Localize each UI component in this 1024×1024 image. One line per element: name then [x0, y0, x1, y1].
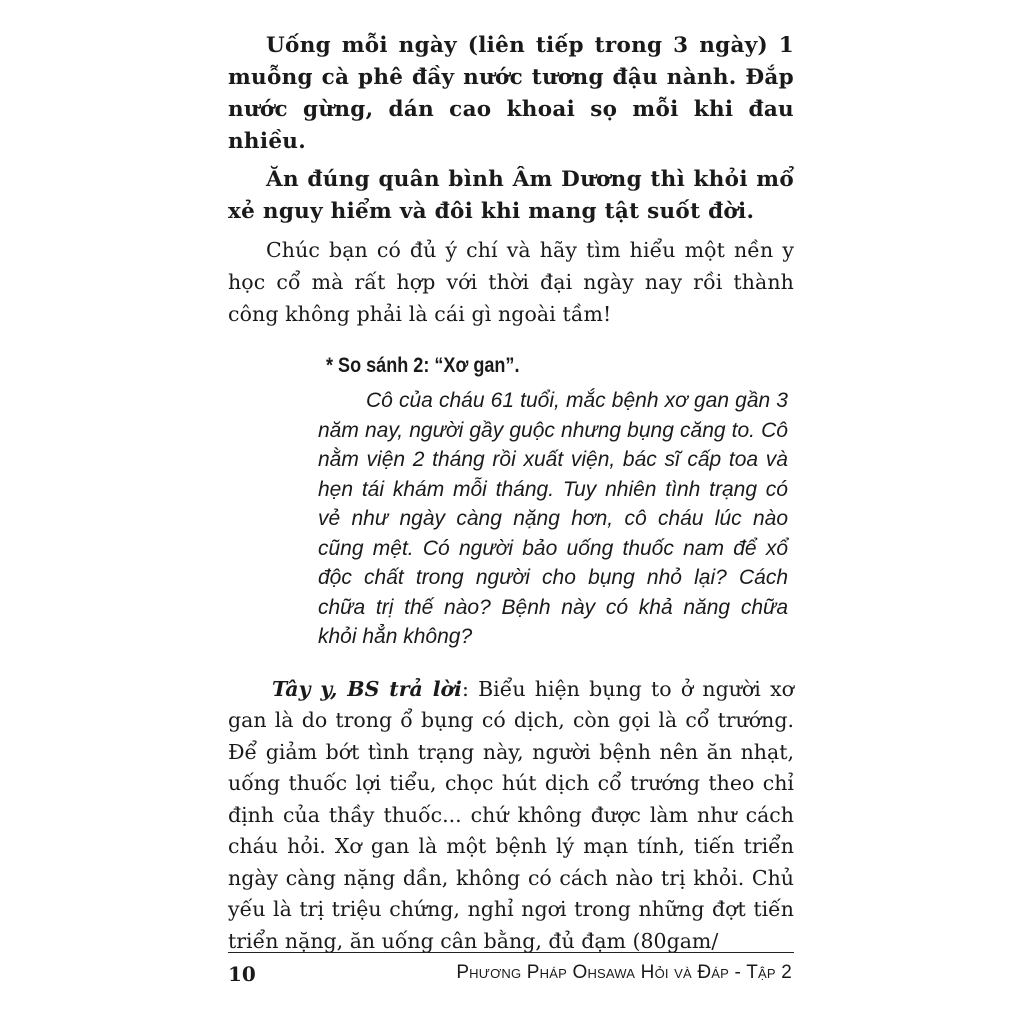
paragraph-closing-wish: Chúc bạn có đủ ý chí và hãy tìm hiểu một nền y học cổ mà rất hợp với thời đại ngày nay rồi thành công không phải là cái gì ngoài tầm!: [228, 238, 794, 326]
answer-body: : Biểu hiện bụng to ở người xơ gan là do trong ổ bụng có dịch, còn gọi là cổ trướng. Để giảm bớt tình trạng này, người bệnh nên ăn nhạt, uống thuốc lợi tiểu, chọc hút dịch cổ trướng theo chỉ định của thầy thuốc... chứ không được làm như cách cháu hỏi. Xơ gan là một bệnh lý mạn tính, tiến triển ngày càng nặng dần, không có cách nào trị khỏi. Chủ yếu là trị triệu chứng, nghỉ ngơi trong những đợt tiến triển nặng, ăn uống cân bằng, đủ đạm (80gam/: [228, 676, 794, 953]
page-body: [228, 30, 794, 957]
footer-divider: [228, 952, 794, 953]
reader-question: Cô của cháu 61 tuổi, mắc bệnh xơ gan gần 3 năm nay, người gầy guộc nhưng bụng căng to. Cô nằm viện 2 tháng rồi xuất viện, bác sĩ cấp toa và hẹn tái khám mỗi tháng. Tuy nhiên tình trạng có vẻ như ngày càng nặng hơn, cô cháu lúc nào cũng mệt. Có người bảo uống thuốc nam để xổ độc chất trong người cho bụng nhỏ lại? Cách chữa trị thế nào? Bệnh này có khả năng chữa khỏi hẳn không?: [318, 389, 788, 648]
doctor-answer: [228, 674, 794, 958]
answer-lead: Tây y, BS trả lời: [272, 676, 462, 701]
paragraph-soy-sauce-remedy: Uống mỗi ngày (liên tiếp trong 3 ngày) 1 muỗng cà phê đầy nước tương đậu nành. Đắp nước gừng, dán cao khoai sọ mỗi khi đau nhiều.: [228, 33, 794, 154]
section-heading-cirrhosis: * So sánh 2: “Xơ gan”.: [326, 354, 520, 377]
page-number: 10: [228, 962, 256, 986]
paragraph-yin-yang-balance: Ăn đúng quân bình Âm Dương thì khỏi mổ xẻ nguy hiểm và đôi khi mang tật suốt đời.: [228, 167, 794, 224]
running-footer-title: Phương Pháp Ohsawa Hỏi và Đáp - Tập 2: [456, 962, 792, 983]
